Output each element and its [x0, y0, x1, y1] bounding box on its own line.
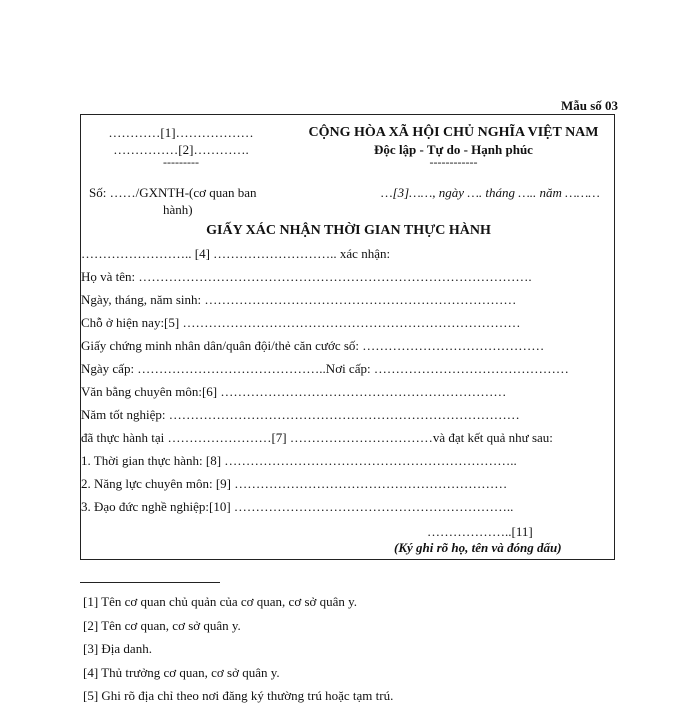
degree-field: Văn bằng chuyên môn:[6] …………………………………………………………	[81, 384, 507, 399]
ethics-field: 3. Đạo đức nghề nghiệp:[10] ………………………………………………………..	[81, 499, 514, 514]
document-number-suffix: hành)	[163, 202, 193, 217]
practice-time-field: 1. Thời gian thực hành: [8] …………………………………………………………..	[81, 453, 517, 468]
birth-date-field: Ngày, tháng, năm sinh: ………………………………………………………………	[81, 292, 517, 307]
footnote-4: [4] Thủ trưởng cơ quan, cơ sở quân y.	[83, 664, 280, 680]
org-dashes: ---------	[163, 155, 199, 169]
document-number: Số: ……/GXNTH-(cơ quan ban	[89, 185, 257, 200]
practice-place-field: đã thực hành tại ……………………[7] ……………………………và đạt kết quả như sau:	[81, 430, 553, 445]
footnote-divider	[80, 582, 220, 583]
certificate-form	[80, 114, 615, 560]
competence-field: 2. Năng lực chuyên môn: [9] ………………………………………………………	[81, 476, 508, 491]
form-code: Mẫu số 03	[560, 98, 618, 113]
nation-heading: CỘNG HÒA XÃ HỘI CHỦ NGHĨA VIỆT NAM	[308, 125, 599, 140]
issue-date-place-field: Ngày cấp: ……………………………………..Nơi cấp: ………………………………………	[81, 361, 569, 376]
footnote-5: [5] Ghi rõ địa chỉ theo nơi đăng ký thường trú hoặc tạm trú.	[83, 688, 394, 703]
motto: Độc lập - Tự do - Hạnh phúc	[374, 142, 533, 157]
residence-field: Chỗ ở hiện nay:[5] ……………………………………………………………………	[81, 315, 521, 330]
signature-note: (Ký ghi rõ họ, tên và đóng dấu)	[394, 540, 562, 555]
form-title: GIẤY XÁC NHẬN THỜI GIAN THỰC HÀNH	[206, 223, 491, 238]
footnotes	[83, 592, 393, 710]
motto-dashes: ------------	[429, 155, 478, 169]
org-line-2: ……………[2]………….	[113, 142, 249, 157]
full-name-field: Họ và tên: ……………………………………………………………………………….	[81, 269, 532, 284]
org-line-1: …………[1]………………	[108, 125, 254, 140]
signature-line: ………………..[11]	[427, 524, 533, 539]
footnote-1: [1] Tên cơ quan chủ quản của cơ quan, cơ sở quân y.	[83, 594, 358, 609]
id-number-field: Giấy chứng minh nhân dân/quân đội/thẻ căn cước số: ……………………………………	[81, 338, 545, 353]
graduation-year-field: Năm tốt nghiệp: ………………………………………………………………………	[81, 407, 520, 422]
confirmer-line: …………………….. [4] ……………………….. xác nhận:	[81, 246, 391, 261]
footnote-3: [3] Địa danh.	[83, 641, 152, 656]
footnote-2: [2] Tên cơ quan, cơ sở quân y.	[83, 617, 241, 633]
place-date-line: …[3]……, ngày …. tháng ….. năm ………	[381, 185, 600, 200]
